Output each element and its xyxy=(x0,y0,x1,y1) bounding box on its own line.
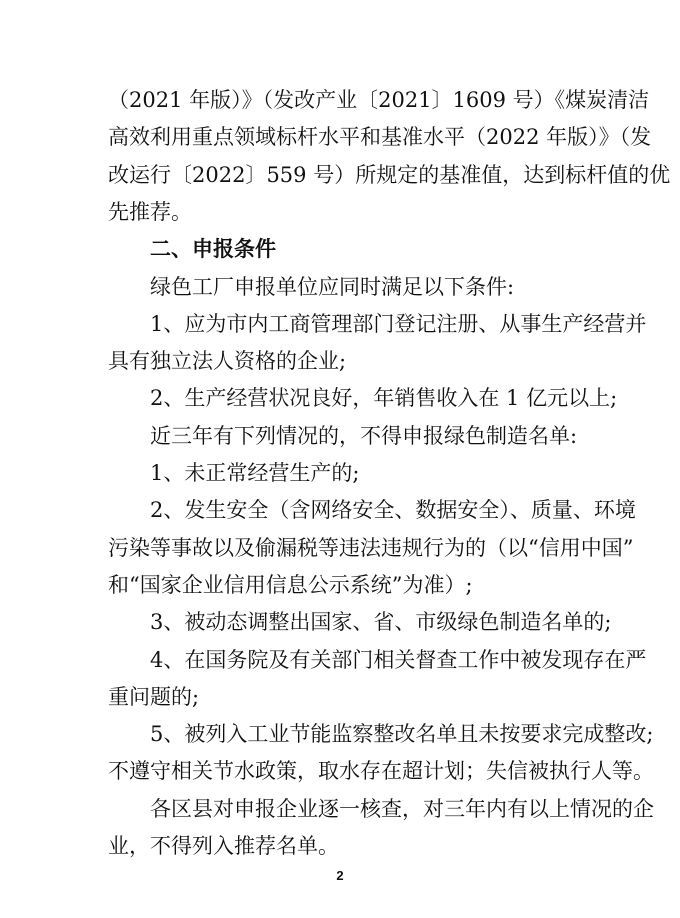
body-text-line: 4、在国务院及有关部门相关督查工作中被发现存在严 xyxy=(150,647,647,672)
body-text-line: 各区县对申报企业逐一核查，对三年内有以上情况的企 xyxy=(150,796,654,821)
body-text-line: 绿色工厂申报单位应同时满足以下条件: xyxy=(150,274,515,299)
body-text-line: 业，不得列入推荐名单。 xyxy=(108,834,339,858)
body-text-line: 3、被动态调整出国家、省、市级绿色制造名单的; xyxy=(150,610,612,635)
section-heading: 二、申报条件 xyxy=(150,237,276,262)
body-text-line: 2、发生安全（含网络安全、数据安全）、质量、环境 xyxy=(150,498,636,523)
body-text-line: 5、被列入工业节能监察整改名单且未按要求完成整改; xyxy=(150,722,654,747)
body-text-line: 先推荐。 xyxy=(108,199,192,224)
body-text-line: 2、生产经营状况良好，年销售收入在 1 亿元以上; xyxy=(150,386,618,411)
body-text-line: 污染等事故以及偷漏税等违法违规行为的（以“信用中国” xyxy=(108,535,634,560)
body-text-line: 近三年有下列情况的，不得申报绿色制造名单: xyxy=(150,423,578,448)
body-text-line: 和“国家企业信用信息公示系统”为准）; xyxy=(108,572,473,597)
body-text-line: 重问题的; xyxy=(108,684,200,709)
body-text-line: 具有独立法人资格的企业; xyxy=(108,349,347,374)
body-text-line: 高效利用重点领域标杆水平和基准水平（2022 年版）》（发 xyxy=(108,125,652,150)
body-text-line: 改运行〔2022〕559 号）所规定的基准值，达到标杆值的优 xyxy=(108,162,671,187)
body-text-line: 1、应为市内工商管理部门登记注册、从事生产经营并 xyxy=(150,311,647,336)
body-text-line: 不遵守相关节水政策，取水存在超计划；失信被执行人等。 xyxy=(108,759,654,784)
page-number: 2 xyxy=(336,868,344,883)
body-text-line: 1、未正常经营生产的; xyxy=(150,461,360,485)
body-text-line: （2021 年版）》（发改产业〔2021〕1609 号）《煤炭清洁 xyxy=(108,88,650,112)
